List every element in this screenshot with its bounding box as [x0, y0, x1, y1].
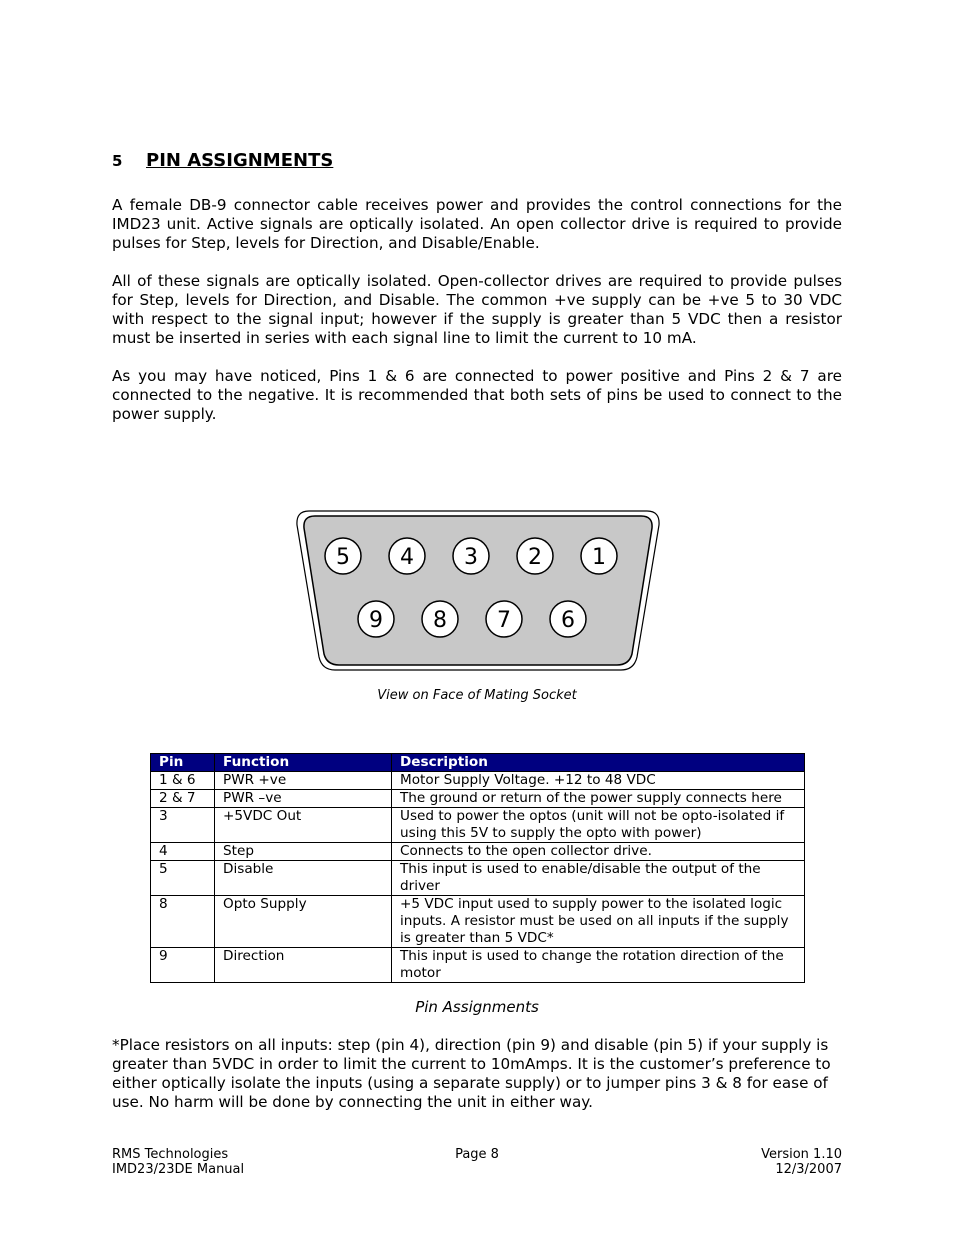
cell-description: This input is used to enable/disable the output of the driver: [392, 861, 805, 896]
table-row: [151, 861, 805, 896]
cell-function: Disable: [215, 861, 392, 896]
table-row: [151, 843, 805, 861]
table-row: [151, 896, 805, 948]
cell-pin: 4: [151, 843, 215, 861]
cell-pin: 2 & 7: [151, 790, 215, 808]
paragraph-power-pins: As you may have noticed, Pins 1 & 6 are connected to power positive and Pins 2 & 7 are connected to the negative. It is recommended that both sets of pins be used to connect to the power supply.: [112, 367, 842, 423]
paragraph-connector-intro: A female DB-9 connector cable receives power and provides the control connections for the IMD23 unit. Active signals are optically isolated. An open collector drive is required to provide pulses for Step, levels for Direction, and Disable/Enable.: [112, 196, 842, 252]
cell-function: +5VDC Out: [215, 808, 392, 843]
section-title: PIN ASSIGNMENTS: [146, 150, 334, 171]
cell-description: +5 VDC input used to supply power to the isolated logic inputs. A resistor must be used on all inputs if the supply is greater than 5 VDC*: [392, 896, 805, 948]
pin-assignment-table: [150, 753, 805, 983]
pin-9-label: 9: [369, 608, 383, 633]
cell-function: PWR +ve: [215, 772, 392, 790]
table-header-row: [151, 754, 805, 772]
cell-description: The ground or return of the power supply connects here: [392, 790, 805, 808]
header-function: Function: [215, 754, 392, 772]
pin-2-label: 2: [528, 545, 542, 570]
table-caption: Pin Assignments: [415, 998, 539, 1016]
footer-date: 12/3/2007: [775, 1162, 842, 1177]
pin-8-label: 8: [433, 608, 447, 633]
cell-pin: 3: [151, 808, 215, 843]
cell-pin: 9: [151, 948, 215, 983]
cell-description: This input is used to change the rotation direction of the motor: [392, 948, 805, 983]
cell-description: Motor Supply Voltage. +12 to 48 VDC: [392, 772, 805, 790]
figure-caption: View on Face of Mating Socket: [377, 688, 577, 703]
cell-description: Connects to the open collector drive.: [392, 843, 805, 861]
pin-6-label: 6: [561, 608, 575, 633]
pin-1-label: 1: [592, 545, 606, 570]
pin-7-label: 7: [497, 608, 511, 633]
table-row: [151, 948, 805, 983]
header-pin: Pin: [151, 754, 215, 772]
table-row: [151, 790, 805, 808]
resistor-note: *Place resistors on all inputs: step (pin 4), direction (pin 9) and disable (pin 5) if your supply is greater than 5VDC in order to limit the current to 10mAmps. It is the customer’s preference to either optically isolate the inputs (using a separate supply) or to jumper pins 3 & 8 for ease of use. No harm will be done by connecting the unit in either way.: [112, 1036, 831, 1111]
cell-function: PWR –ve: [215, 790, 392, 808]
table-row: [151, 772, 805, 790]
cell-pin: 8: [151, 896, 215, 948]
cell-pin: 1 & 6: [151, 772, 215, 790]
cell-description: Used to power the optos (unit will not be opto-isolated if using this 5V to supply the opto with power): [392, 808, 805, 843]
cell-function: Opto Supply: [215, 896, 392, 948]
section-heading: [112, 150, 333, 171]
paragraph-signal-isolation: All of these signals are optically isolated. Open-collector drives are required to provide pulses for Step, levels for Direction, and Disable. The common +ve supply can be +ve 5 to 30 VDC with respect to the signal input; however if the supply is greater than 5 VDC then a resistor must be inserted in series with each signal line to limit the current to 10 mA.: [112, 272, 842, 347]
footer-company: RMS Technologies: [112, 1147, 229, 1162]
section-number: 5: [112, 152, 123, 170]
pin-4-label: 4: [400, 545, 414, 570]
cell-function: Step: [215, 843, 392, 861]
footer-right: [761, 1147, 842, 1177]
cell-function: Direction: [215, 948, 392, 983]
pin-3-label: 3: [464, 545, 478, 570]
header-description: Description: [392, 754, 805, 772]
footer-manual-name: IMD23/23DE Manual: [112, 1162, 245, 1177]
cell-pin: 5: [151, 861, 215, 896]
footer-version: Version 1.10: [761, 1147, 842, 1162]
pin-5-label: 5: [336, 545, 350, 570]
db9-connector-diagram: [295, 509, 661, 673]
footer-page-number: Page 8: [455, 1147, 499, 1162]
table-row: [151, 808, 805, 843]
